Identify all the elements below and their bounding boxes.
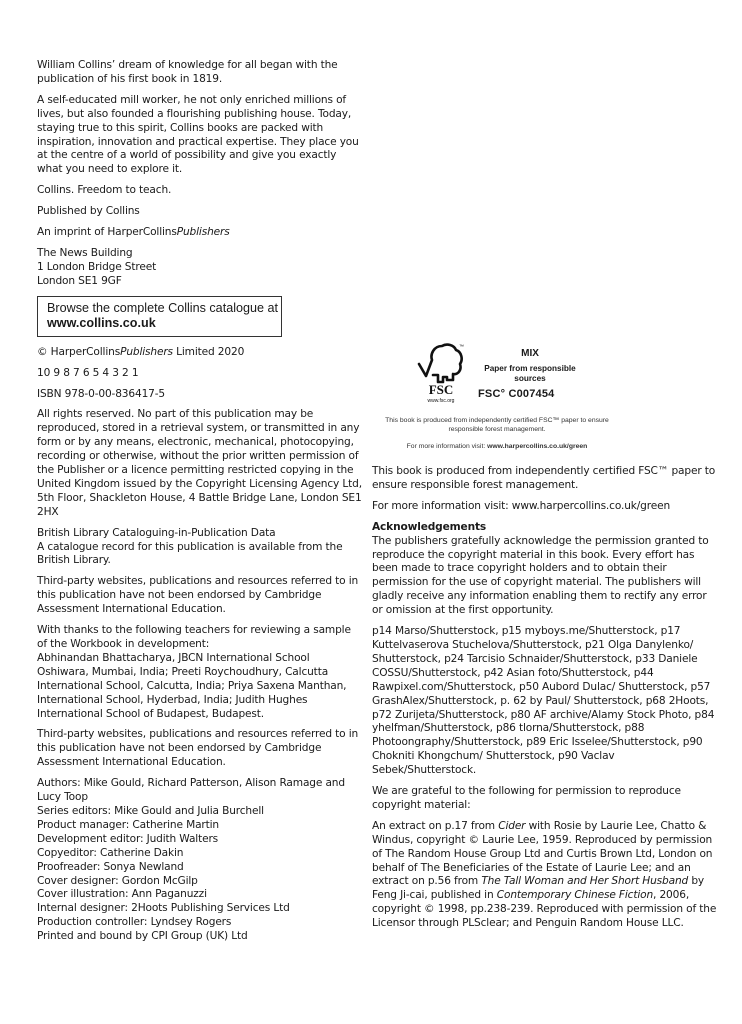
publisher-address: The News Building 1 London Bridge Street London SE1 9GF (37, 246, 157, 287)
credit-proofreader: Proofreader: Sonya Newland (37, 860, 184, 873)
grateful-statement: We are grateful to the following for permission to reproduce copyright material: (372, 785, 681, 811)
credits-list (37, 777, 363, 944)
published-by: Published by Collins (37, 205, 140, 218)
reviewer-thanks: With thanks to the following teachers for reviewing a sample of the Workbook in development: Abhinandan Bhattacharya, JBCN International School Oshiwara, Mumbai, India; Preeti Roychoudhury, Calcutta International School, Calcutta, India; Priya Saxena Manthan, International School, Hyderbad, India; Judith Hughes International School of Budapest, Budapest. (37, 624, 351, 720)
acknowledgements-text: The publishers gratefully acknowledge the permission granted to reproduce the copyright material in this book. Every effort has been made to trace copyright holders and to obtain their permission for the use of copyright material. The publishers will gladly receive any information enabling them to rectify any error or omission at the first opportunity. (372, 534, 709, 617)
fsc-license-code: FSC° C007454 (478, 388, 555, 400)
svg-text:™: ™ (459, 344, 464, 350)
left-column (37, 59, 363, 951)
fsc-paper-source: Paper from responsible sources (484, 364, 576, 383)
credit-product-manager: Product manager: Catherine Martin (37, 818, 219, 831)
catalogue-box (37, 296, 282, 337)
right-column (372, 465, 717, 938)
cip-data: British Library Cataloguing-in-Publication Data A catalogue record for this publication is available from the British Library. (37, 526, 343, 567)
print-line: 10 9 8 7 6 5 4 3 2 1 (37, 366, 139, 379)
more-info-line: For more information visit: www.harpercollins.co.uk/green (372, 499, 671, 512)
fsc-label (372, 340, 717, 460)
credit-internal-designer: Internal designer: 2Hoots Publishing Services Ltd (37, 902, 290, 915)
credit-printer: Printed and bound by CPI Group (UK) Ltd (37, 930, 248, 943)
catalogue-link[interactable]: www.collins.co.uk (47, 316, 156, 331)
fsc-logo-url: www.fsc.org (427, 398, 455, 404)
credit-copyeditor: Copyeditor: Catherine Dakin (37, 846, 184, 859)
fsc-statement: This book is produced from independently certified FSC™ paper to ensure responsible forest management. (372, 465, 716, 491)
credit-series-editors: Series editors: Mike Gould and Julia Burchell (37, 804, 264, 817)
fsc-small-link[interactable]: www.harpercollins.co.uk/green (487, 443, 588, 450)
credit-authors: Authors: Mike Gould, Richard Patterson, Alison Ramage and Lucy Toop (37, 777, 345, 804)
imprint-line: An imprint of HarperCollinsPublishers (37, 226, 230, 239)
fsc-logo-text: FSC (428, 382, 454, 397)
fsc-tree-logo-icon (416, 342, 466, 404)
fsc-small-visit: For more information visit: www.harpercollins.co.uk/green (406, 443, 588, 450)
extract-permissions: An extract on p.17 from Cider with Rosie by Laurie Lee, Chatto & Windus, copyright © Laurie Lee, 1959. Reproduced by permission of The Random House Group Ltd and Curtis Brown Ltd, London on behalf of The Beneficiaries of the Estate of Laurie Lee; and an extract on p.56 from The Tall Woman and Her Short Husband by Feng Ji-cai, published in Contemporary Chinese Fiction, 2006, copyright © 1998, pp.238-239. Reproduced with permission of the Licensor through PLSclear; and Penguin Random House LLC. (372, 819, 717, 930)
fsc-small-statement: This book is produced from independently certified FSC™ paper to ensure responsible forest management. (385, 417, 609, 434)
rights-statement: All rights reserved. No part of this publication may be reproduced, stored in a retrieval system, or transmitted in any form or by any means, electronic, mechanical, photocopying, recording or otherwise, without the prior written permission of the Publisher or a licence permitting restricted copying in the United Kingdom issued by the Copyright Licensing Agency Ltd, 5th Floor, Shackleton House, 4 Battle Bridge Lane, London SE1 2HX (37, 408, 362, 518)
tagline: Collins. Freedom to teach. (37, 184, 172, 197)
third-party-disclaimer-1: Third-party websites, publications and resources referred to in this publication have not been endorsed by Cambridge Assessment International Education. (37, 575, 359, 616)
acknowledgements (372, 521, 717, 618)
copyright-line: © HarperCollinsPublishers Limited 2020 (37, 345, 245, 358)
catalogue-text: Browse the complete Collins catalogue at (47, 300, 279, 315)
photo-credits: p14 Marso/Shutterstock, p15 myboys.me/Shutterstock, p17 Kuttelvaserova Stuchelova/Shutterstock, p21 Olga Danylenko/ Shutterstock, p24 Tarcisio Schnaider/Shutterstock, p33 Daniele COSSU/Shutterstock, p42 Asian foto/Shutterstock, p44 Rawpixel.com/Shutterstock, p50 Aubord Dulac/ Shutterstock, p57 GrashAlex/Shutterstock, p. 62 by Paul/ Shutterstock, p68 2Hoots, p72 Zurijeta/Shutterstock, p80 AF archive/Alamy Stock Photo, p84 yhelfman/Shutterstock, p86 tlorna/Shutterstock, p88 Photoongraphy/Shutterstock, p89 Eric Isselee/Shutterstock, p90 Chokniti Khongchum/ Shutterstock, p90 Vaclav Sebek/Shutterstock. (372, 625, 715, 777)
intro-paragraph-2: A self-educated mill worker, he not only enriched millions of lives, but also founded a flourishing publishing house. Today, staying true to this spirit, Collins books are packed with inspiration, innovation and practical expertise. They place you at the centre of a world of possibility and give you exactly what you need to explore it. (37, 93, 359, 176)
credit-production-controller: Production controller: Lyndsey Rogers (37, 916, 232, 929)
acknowledgements-heading: Acknowledgements (372, 520, 487, 533)
third-party-disclaimer-2: Third-party websites, publications and resources referred to in this publication have not been endorsed by Cambridge Assessment International Education. (37, 728, 359, 769)
credit-cover-illustration: Cover illustration: Ann Paganuzzi (37, 888, 207, 901)
intro-paragraph-1: William Collins’ dream of knowledge for all began with the publication of his first book in 1819. (37, 59, 338, 85)
credit-development-editor: Development editor: Judith Walters (37, 832, 219, 845)
isbn: ISBN 978-0-00-836417-5 (37, 387, 166, 400)
credit-cover-designer: Cover designer: Gordon McGilp (37, 874, 198, 887)
fsc-mix-label: MIX (521, 348, 539, 359)
